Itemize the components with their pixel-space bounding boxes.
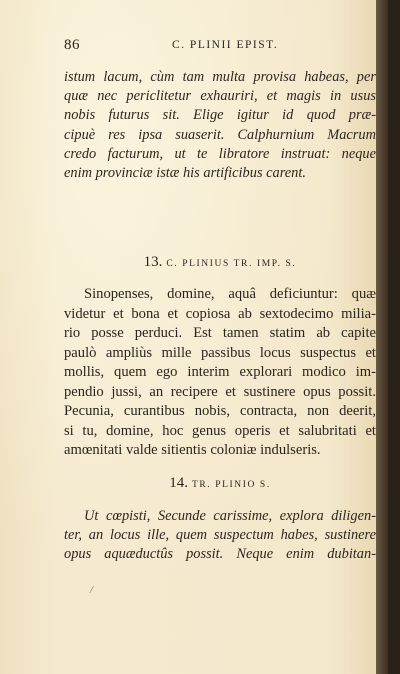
text-line: videtur et bona et copiosa ab sextodecimo milia- — [64, 305, 376, 322]
letter-13-heading — [64, 253, 376, 271]
letter-14-body — [64, 507, 376, 565]
text-line: paulò ampliùs mille passibus locus suspectus et — [64, 344, 376, 361]
text-line: ter, an locus ille, quem suspectum habes, sustinere — [64, 527, 376, 544]
text-line: amœnitati valde sitientis coloniæ indulseris. — [64, 442, 321, 458]
text-line: cipuè res ipsa suaserit. Calphurnium Macrum — [64, 126, 376, 143]
letter-title: C. PLINIUS TR. IMP. S. — [166, 259, 297, 269]
book-spine-edge — [376, 0, 388, 674]
page-number: 86 — [64, 37, 80, 53]
text-line: Sinopenses, domine, aquâ deficiuntur: quæ — [84, 286, 376, 302]
marginal-mark: / — [90, 584, 94, 596]
text-line: credo facturum, ut te libratore instruat: neque — [64, 145, 376, 162]
text-line: pendio jussi, an recipere et sustinere opus possit. — [64, 383, 376, 400]
text-line: quæ nec periclitetur exhauriri, et magis in usus — [64, 88, 376, 105]
page-header — [64, 37, 374, 57]
text-line: mollis, quem ego interim explorari modico im- — [64, 364, 376, 380]
text-line: Ut cœpisti, Secunde carissime, explora diligen- — [84, 508, 376, 524]
text-line: opus aquæductûs possit. Neque enim dubitan- — [64, 546, 376, 563]
text-line: rio posse perduci. Est tamen statim ab capite — [64, 325, 376, 341]
text-line: istum lacum, cùm tam multa provisa habeas, per — [64, 69, 376, 85]
letter-number: 14. — [169, 475, 188, 491]
text-line: nobis futurus sit. Elige igitur id quod præ- — [64, 107, 376, 124]
letter-14-heading — [64, 474, 376, 492]
text-line: Pecunia, curantibus nobis, contracta, non deerit, — [64, 403, 376, 419]
letter-number: 13. — [143, 254, 163, 270]
text-line: si tu, domine, hoc genus operis et salubritati et — [64, 422, 376, 439]
letter-title: TR. PLINIO S. — [191, 480, 271, 490]
letter-13-body — [64, 285, 376, 461]
continuation-paragraph — [64, 68, 376, 183]
running-head: C. PLINII EPIST. — [172, 39, 279, 51]
text-line: enim provinciæ istæ his artificibus carent. — [64, 164, 306, 181]
